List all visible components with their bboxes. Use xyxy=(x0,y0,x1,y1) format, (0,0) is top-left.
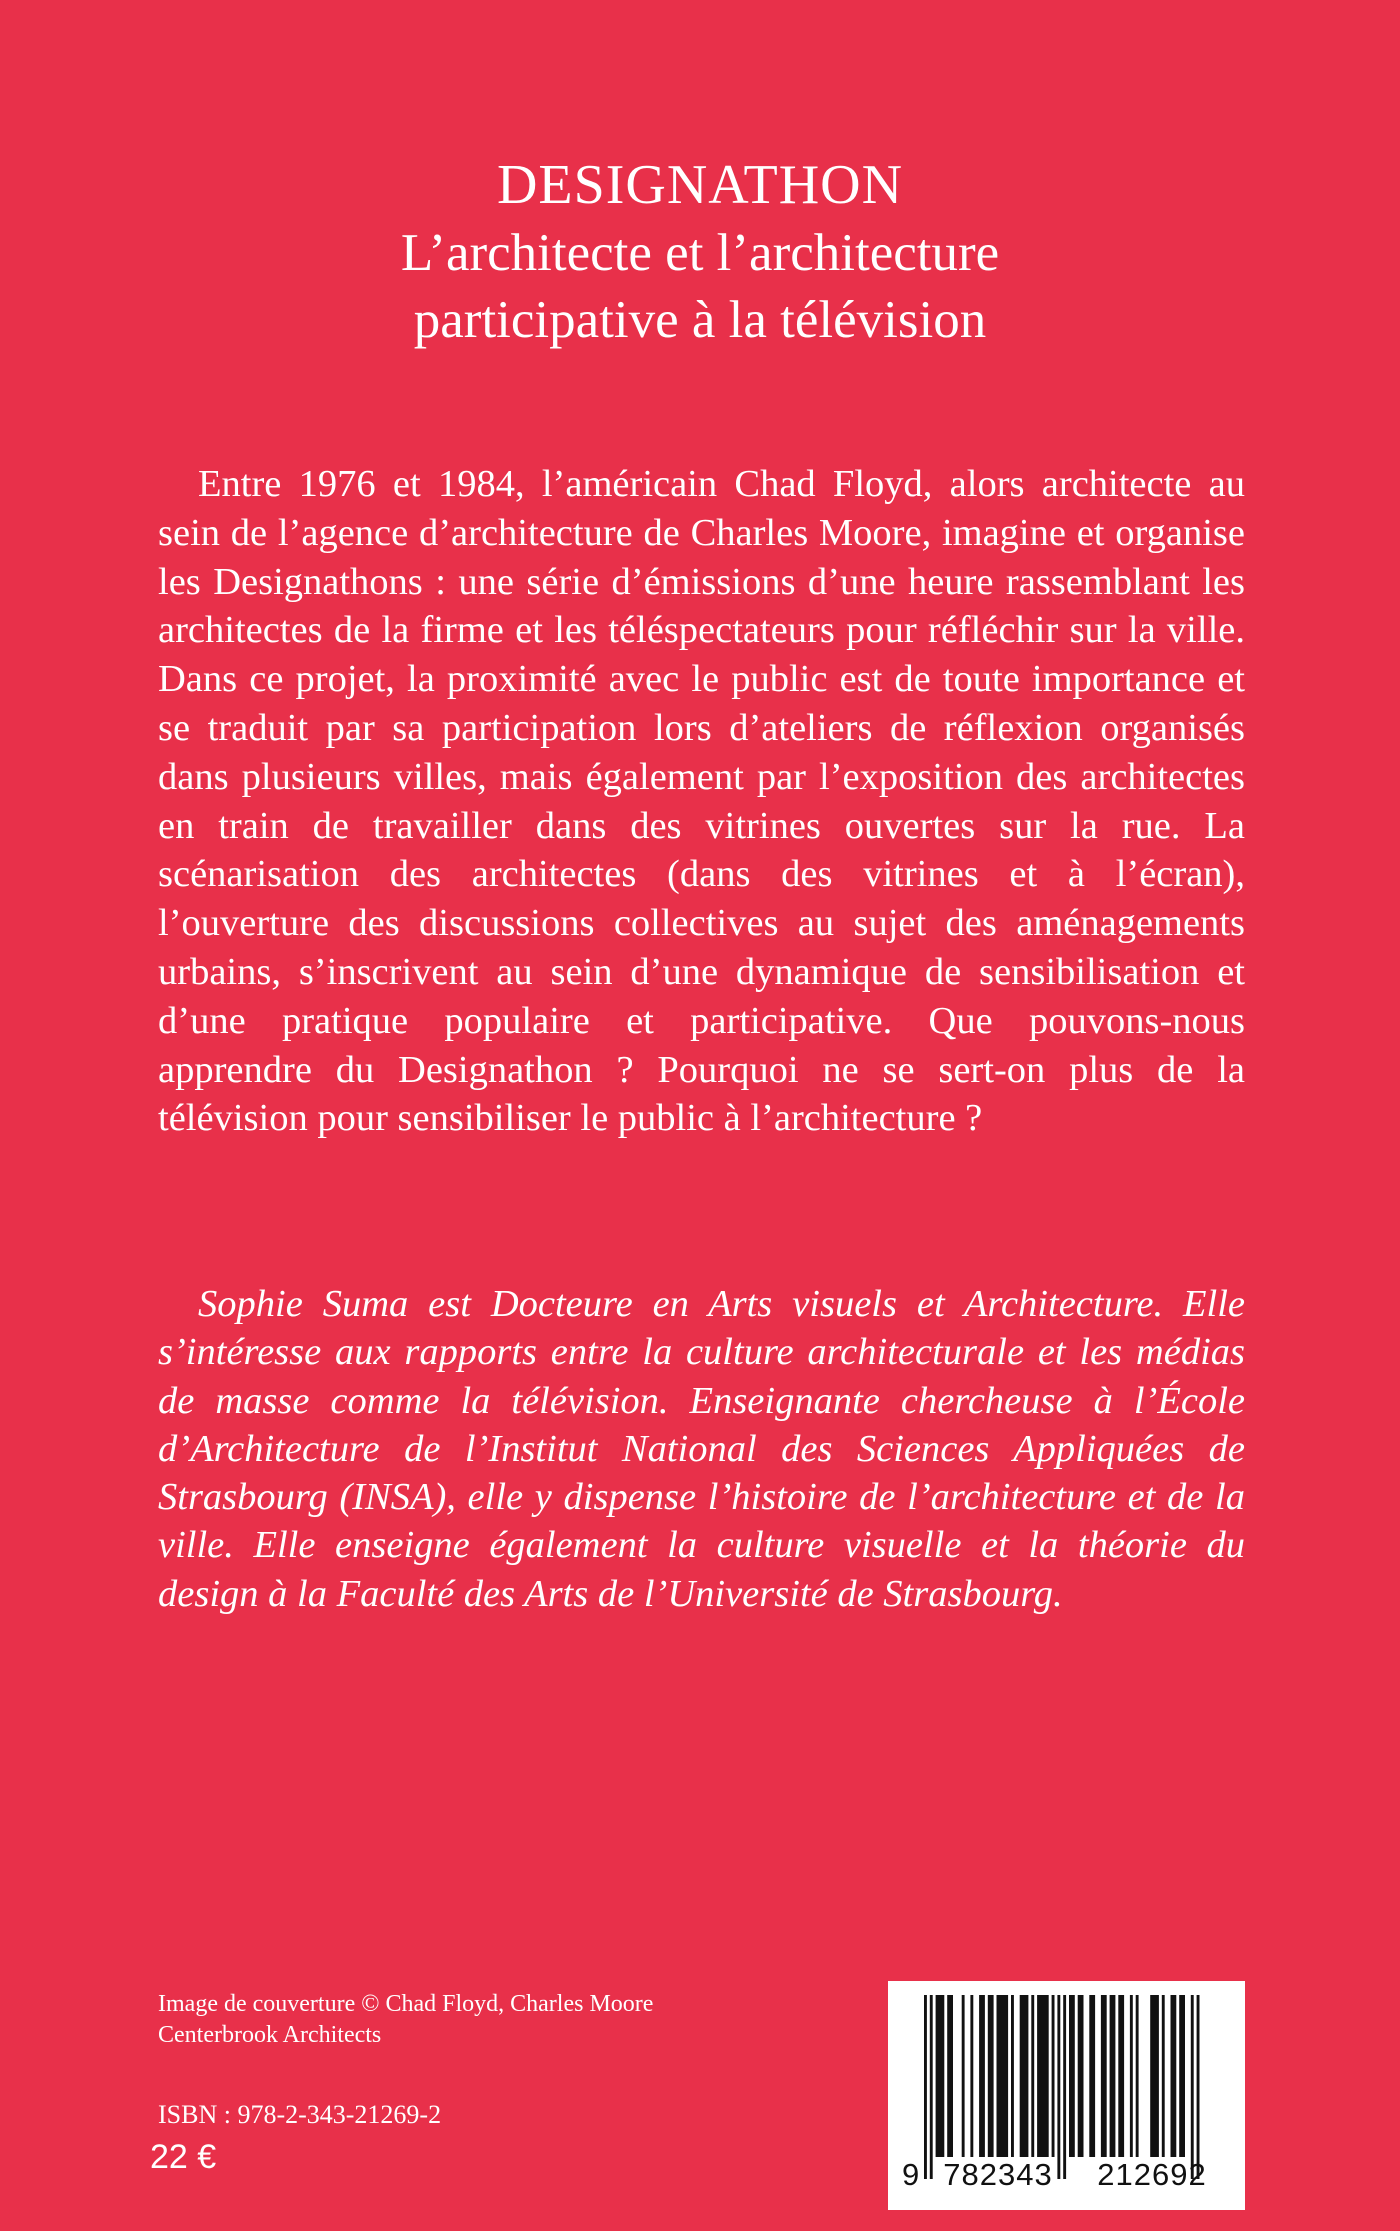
barcode-guard-bar xyxy=(1191,1995,1194,2179)
barcode-bar xyxy=(979,1995,985,2157)
barcode-bar xyxy=(988,1995,994,2157)
book-subtitle-line-2: participative à la télévision xyxy=(413,291,987,349)
barcode-bar xyxy=(1031,1995,1034,2157)
barcode-bar xyxy=(936,1995,945,2157)
barcode-bar xyxy=(970,1995,973,2157)
book-summary: Entre 1976 et 1984, l’américain Chad Floyd, alors architecte au sein de l’agence d’architecture de Charles Moore, imagine et organise les Designathons : une série d’émissions d’une heure rassemblant les architectes de la firme et les téléspectateurs pour réfléchir sur la ville. Dans ce projet, la proximité avec le public est de toute importance et se traduit par sa participation lors d’ateliers de réflexion organisés dans plusieurs villes, mais également par l’exposition des architectes en train de travailler dans des vitrines ouvertes sur la rue. La scénarisation des architectes (dans des vitrines et à l’écran), l’ouverture des discussions collectives au sujet des aménagements urbains, s’inscrivent au sein d’une dynamique de sensibilisation et d’une pratique populaire et participative. Que pouvons-nous apprendre du Designathon ? Pourquoi ne se sert-on plus de la télévision pour sensibiliser le public à l’architecture ? xyxy=(158,463,1245,1140)
barcode-first-digit: 9 xyxy=(902,2157,920,2192)
image-credit xyxy=(158,1989,653,2051)
barcode-left-digits: 782343 xyxy=(943,2157,1053,2192)
author-bio: Sophie Suma est Docteure en Arts visuels et Architecture. Elle s’intéresse aux rapports entre la culture architecturale et les médias de masse comme la télévision. Enseignante chercheuse à l’École d’Architecture de l’Institut National des Sciences Appliquées de Strasbourg (INSA), elle y dispense l’histoire de l’architecture et de la ville. Elle enseigne également la culture visuelle et la théorie du design à la Faculté des Arts de l’Université de Strasbourg. xyxy=(158,1283,1245,1615)
barcode-bar xyxy=(1150,1995,1159,2157)
barcode-bar xyxy=(1101,1995,1107,2157)
barcode-guard-bar xyxy=(1063,1995,1066,2179)
image-credit-line-2: Centerbrook Architects xyxy=(158,2022,382,2048)
barcode-bar xyxy=(1136,1995,1139,2157)
barcode-guard-bar xyxy=(930,1995,933,2179)
barcode-guard-bar xyxy=(1057,1995,1060,2179)
barcode-bar xyxy=(1020,1995,1029,2157)
barcode-bar xyxy=(962,1995,965,2157)
barcode-bar xyxy=(1171,1995,1177,2157)
barcode-bar xyxy=(997,1995,1009,2157)
barcode xyxy=(888,1981,1245,2210)
barcode-bar xyxy=(1118,1995,1124,2157)
price: 22 € xyxy=(150,2138,217,2176)
barcode-guard-bar xyxy=(924,1995,927,2179)
barcode-bar xyxy=(1179,1995,1185,2157)
barcode-bar xyxy=(1162,1995,1165,2157)
barcode-digits xyxy=(888,2157,1245,2197)
barcode-bar xyxy=(1069,1995,1075,2157)
barcode-bar xyxy=(947,1995,953,2157)
barcode-guard-bar xyxy=(1197,1995,1200,2179)
barcode-bar xyxy=(1011,1995,1014,2157)
book-title: DESIGNATHON xyxy=(496,154,904,216)
title-block xyxy=(0,150,1400,354)
barcode-bar xyxy=(1052,1995,1055,2157)
isbn: ISBN : 978-2-343-21269-2 xyxy=(158,2100,442,2129)
barcode-bar xyxy=(1110,1995,1116,2157)
barcode-bar xyxy=(1037,1995,1049,2157)
barcode-bar xyxy=(1130,1995,1133,2157)
barcode-right-digits: 212692 xyxy=(1097,2157,1207,2192)
image-credit-line-1: Image de couverture © Chad Floyd, Charles Moore xyxy=(158,1991,654,2017)
book-subtitle-line-1: L’architecte et l’architecture xyxy=(400,224,1000,282)
barcode-bar xyxy=(1078,1995,1084,2157)
barcode-bar xyxy=(1089,1995,1095,2157)
